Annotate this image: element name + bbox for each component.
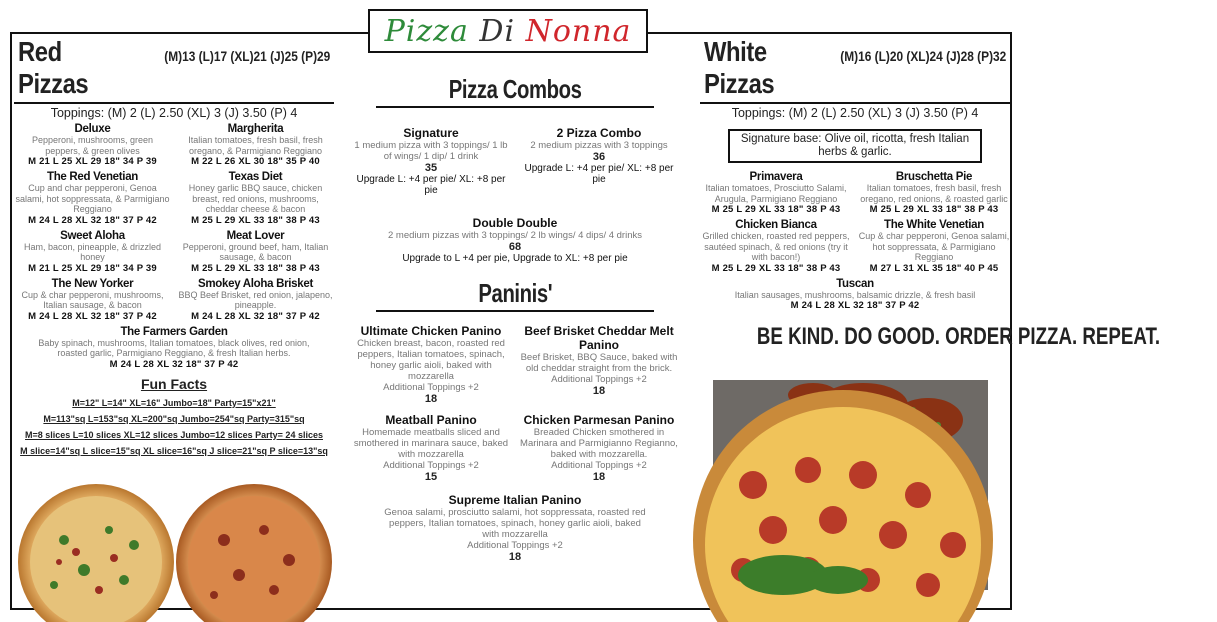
menu-item: Bruschetta Pie Italian tomatoes, fresh basil, fresh oregano, red onions, & roasted garlic M 25 L 29 XL 33 18" 38 P 43 [860,171,1008,215]
menu-item: Margherita Italian tomatoes, fresh basil, fresh oregano, & Parmigiano Reggiano M 22 L 26 XL 30 18" 35 P 40 [188,123,323,167]
menu-item: Deluxe Pepperoni, mushrooms, green peppers, & green olives M 21 L 25 XL 29 18" 34 P 39 [28,123,157,167]
menu-item: Double Double 2 medium pizzas with 3 toppings/ 2 lb wings/ 4 dips/ 4 drinks 68 Upgrade to L +4 per pie, Upgrade to XL: +8 per pie [388,216,642,264]
menu-item: Beef Brisket Cheddar Melt Panino Beef Brisket, BBQ Sauce, baked with old cheddar straight from the brick. Additional Toppings +2 18 [520,324,678,397]
logo: Pizza Di Nonna [368,9,648,53]
paninis-title: Paninis' [376,278,654,312]
menu-item: The Farmers Garden Baby spinach, mushrooms, Italian tomatoes, black olives, red onion, roasted garlic, Parmigiano Reggiano, & fresh Italian herbs. M 24 L 28 XL 32 18" 37 P 42 [38,325,310,370]
red-toppings-price: Toppings: (M) 2 (L) 2.50 (XL) 3 (J) 3.50 (P) 4 [50,106,298,120]
white-pizza-list [700,171,1010,274]
fun-fact-line: M slice=14"sq L slice=15"sq XL slice=16"sq J slice=21"sq P slice=13"sq [20,445,328,456]
pizza-photo-left [14,500,322,610]
menu-item: Smokey Aloha Brisket BBQ Beef Brisket, red onion, jalapeno, pineapple. M 24 L 28 XL 32 18" 37 P 42 [178,277,333,322]
menu-item: Chicken Parmesan Panino Breaded Chicken smothered in Marinara and Parmigianno Regianno, baked with mozzarella. Additional Toppings +2 18 [520,413,678,483]
menu-item: 2 Pizza Combo 2 medium pizzas with 3 toppings 36 Upgrade L: +4 per pie/ XL: +8 per pie [524,126,674,185]
menu-item: Chicken Bianca Grilled chicken, roasted red peppers, sautéed spinach, & red onions (try it with bacon!) M 25 L 29 XL 33 18" 38 P 43 [702,219,850,274]
red-pizza-list [14,123,334,322]
fun-fact-line: M=8 slices L=10 slices XL=12 slices Jumbo=12 slices Party= 24 slices [25,429,323,440]
menu-item: The Red Venetian Cup and char pepperoni, Genoa salami, hot soppressata, & Parmigiano Reggiano M 24 L 28 XL 32 18" 37 P 42 [15,171,170,226]
fun-fact-line: M=12" L=14" XL=16" Jumbo=18" Party=15"x21" [72,397,276,408]
menu-item: Primavera Italian tomatoes, Prosciutto Salami, Arugula, Parmigiano Reggiano M 25 L 29 XL 33 18" 38 P 43 [705,171,847,215]
menu-item: Ultimate Chicken Panino Chicken breast, bacon, roasted red peppers, Italian tomatoes, spinach, honey garlic aioli, baked with mozzarella Additional Toppings +2 18 [357,324,505,405]
menu-item: Signature 1 medium pizza with 3 toppings/ 1 lb of wings/ 1 dip/ 1 drink 35 Upgrade L: +4 per pie/ XL: +8 per pie [354,126,508,196]
signature-base-box: Signature base: Olive oil, ricotta, fresh Italian herbs & garlic. [728,129,982,163]
menu-item: Supreme Italian Panino Genoa salami, prosciutto salami, hot soppressata, roasted red peppers, Italian tomatoes, spinach, honey garlic aioli, baked with mozzarella Additional Toppings +2 18 [384,493,646,563]
white-pizzas-title: White Pizzas [704,36,775,99]
menu-item: The New Yorker Cup & char pepperoni, mushrooms, Italian sausage, & bacon M 24 L 28 XL 32 18" 37 P 42 [21,277,164,322]
red-pizzas-section [14,36,334,462]
menu-item: Tuscan Italian sausages, mushrooms, balsamic drizzle, & fresh basil M 24 L 28 XL 32 18" 37 P 42 [734,277,976,311]
menu-item: Meat Lover Pepperoni, ground beef, ham, Italian sausage, & bacon M 25 L 29 XL 33 18" 38 P 43 [182,229,329,274]
red-pizzas-sizes: (M)13 (L)17 (XL)21 (J)25 (P)29 [164,48,330,64]
white-pizzas-sizes: (M)16 (L)20 (XL)24 (J)28 (P)32 [840,48,1006,64]
panini-list [350,324,680,483]
combo-list [350,126,680,196]
fun-facts [14,376,334,456]
fun-facts-title: Fun Facts [140,375,208,392]
slogan: BE KIND. DO GOOD. ORDER PIZZA. REPEAT. [756,323,1161,350]
fun-fact-line: M=113"sq L=153"sq XL=200"sq Jumbo=254"sq Party=315"sq [43,413,305,424]
combos-section [350,74,680,563]
menu-item: Meatball Panino Homemade meatballs sliced and smothered in marinara sauce, baked with mozzarella Additional Toppings +2 15 [353,413,509,483]
menu-item: Sweet Aloha Ham, bacon, pineapple, & drizzled honey M 21 L 25 XL 29 18" 34 P 39 [23,229,162,274]
red-pizzas-title: Red Pizzas [18,36,89,99]
menu-item: The White Venetian Cup & char pepperoni, Genoa salami, hot soppressata, & Parmigiano Reggiano M 27 L 31 XL 35 18" 40 P 45 [858,219,1010,274]
pizza-photo-right [713,380,988,590]
menu-item: Texas Diet Honey garlic BBQ sauce, chicken breast, red onions, mushrooms, cheddar cheese & bacon M 25 L 29 XL 33 18" 38 P 43 [188,171,323,226]
white-toppings-price: Toppings: (M) 2 (L) 2.50 (XL) 3 (J) 3.50 (P) 4 [731,106,979,120]
pizza-combos-title: Pizza Combos [376,74,654,108]
white-pizzas-section [700,36,1161,351]
